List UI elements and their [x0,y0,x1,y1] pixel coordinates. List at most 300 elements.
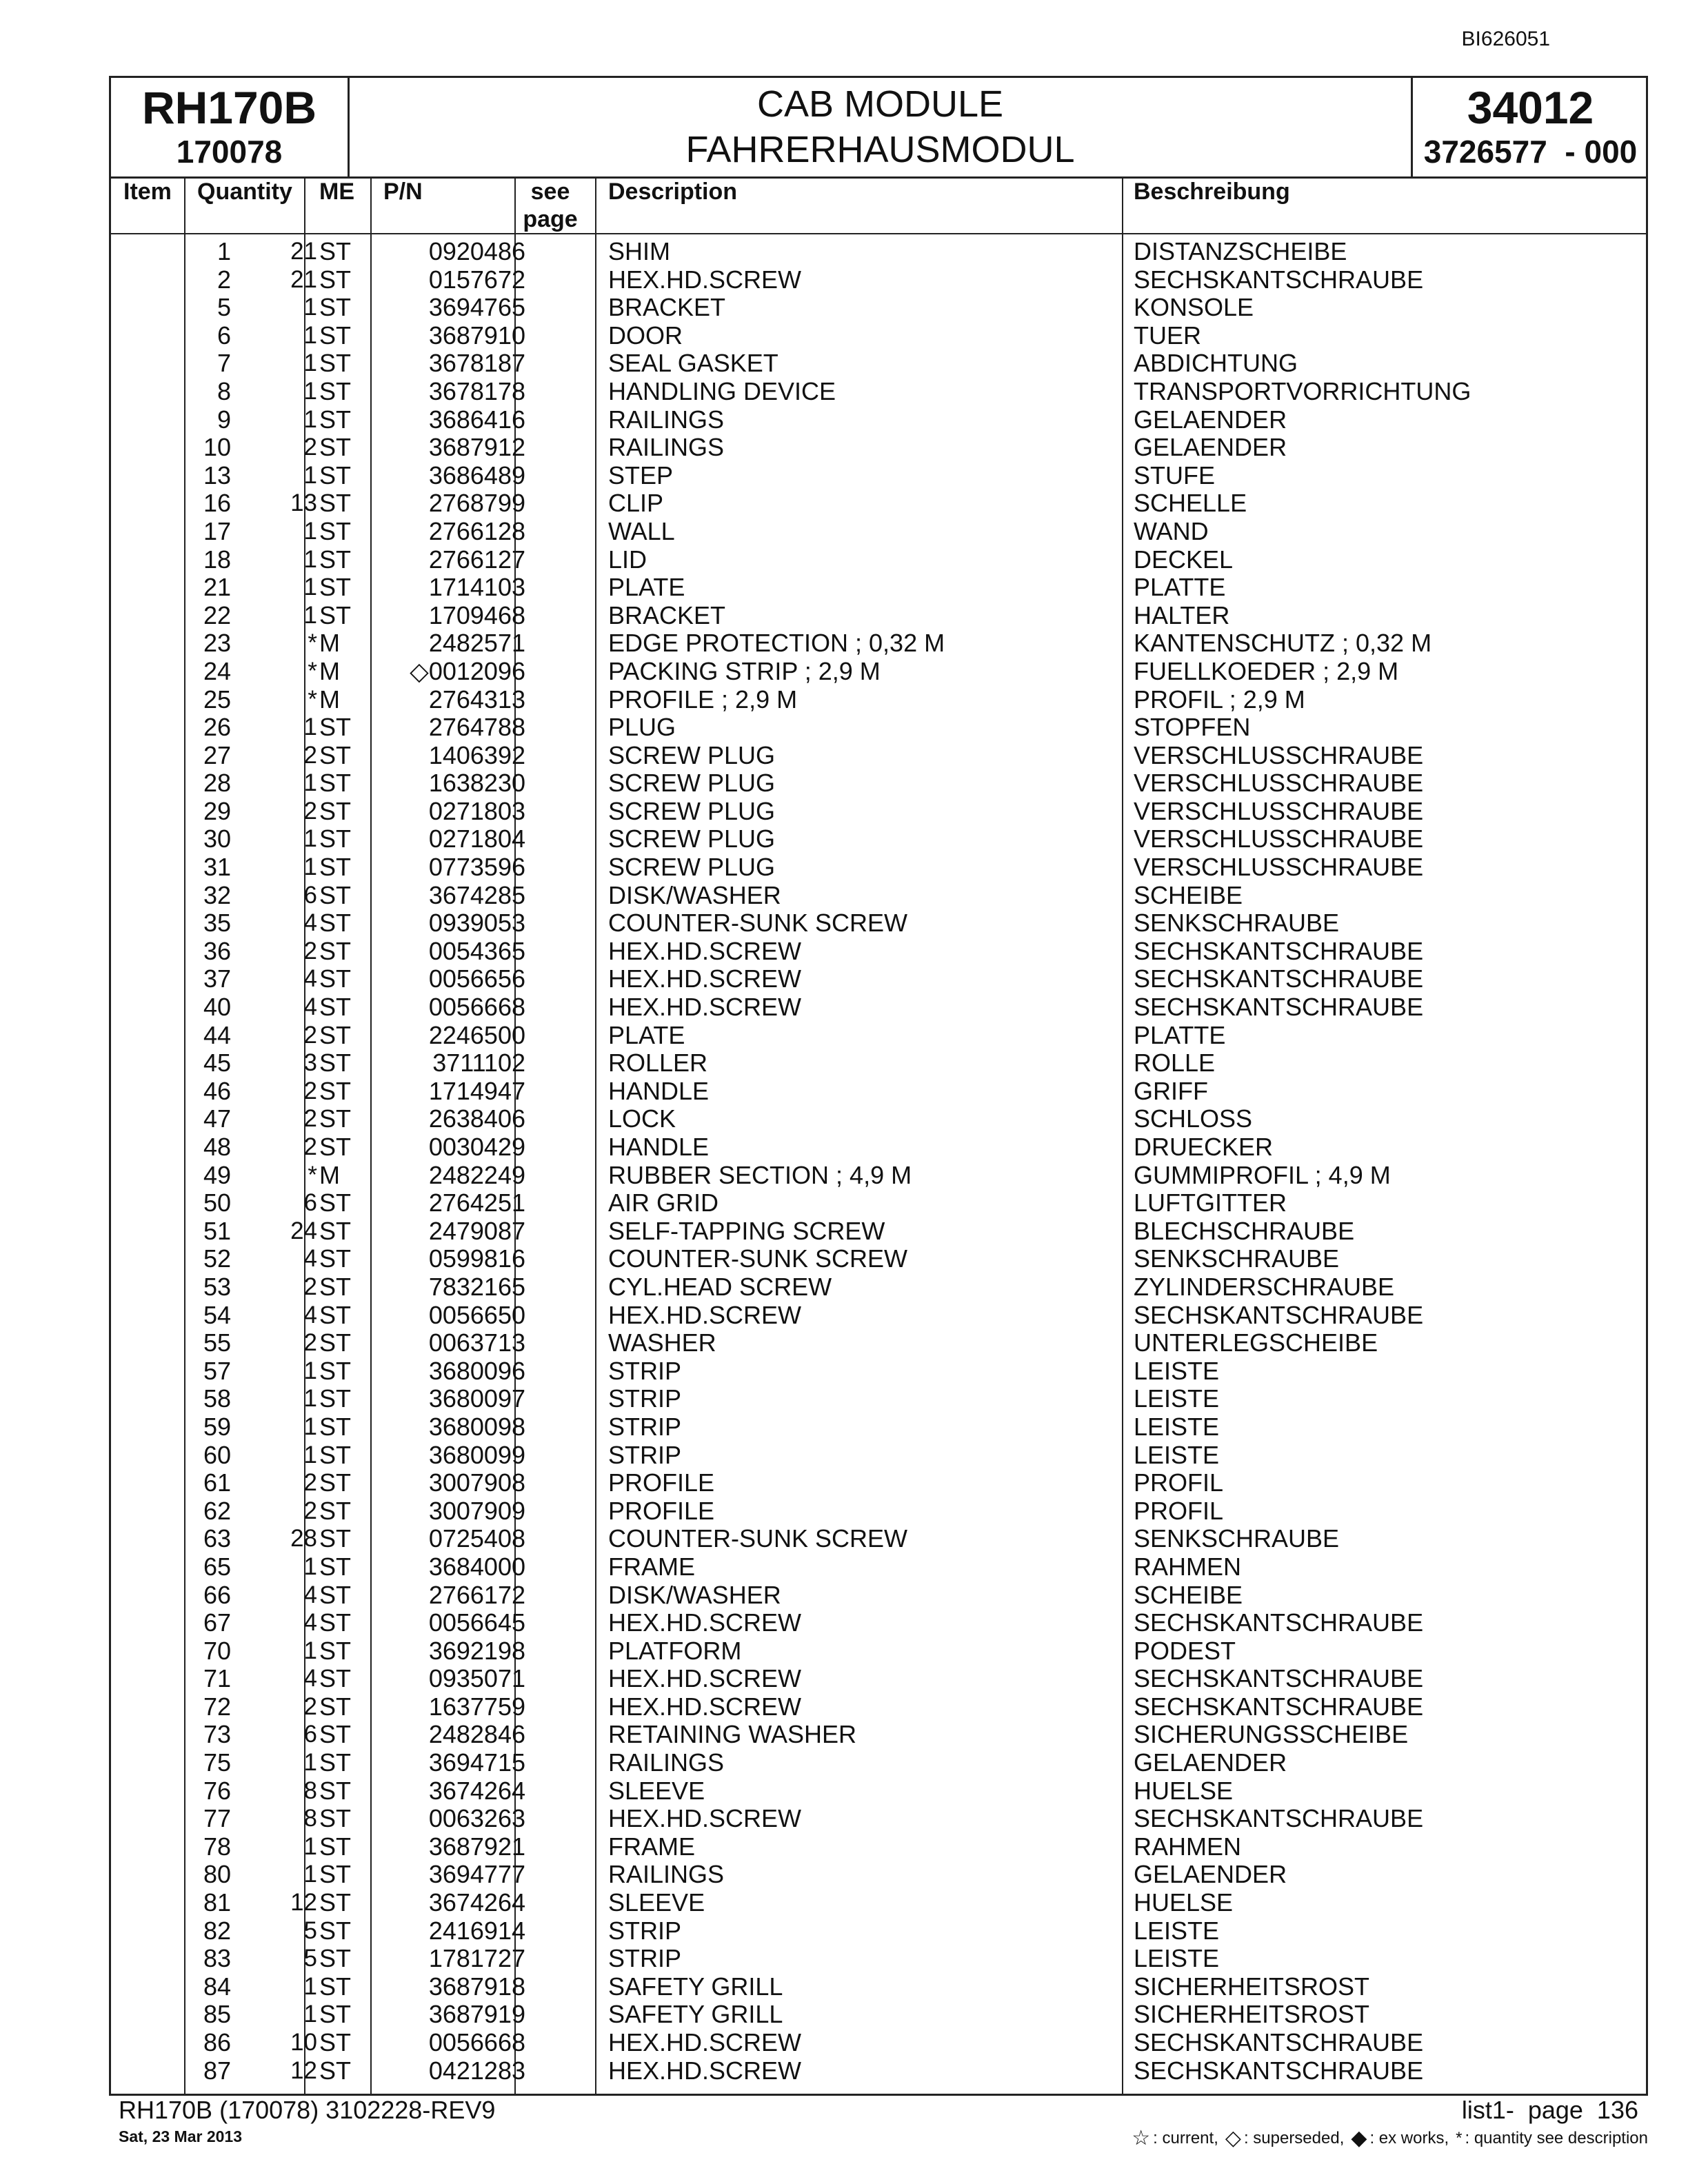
cell-part-number: 3692198 [428,1636,525,1665]
cell-part-number: 3678187 [428,349,525,378]
col-quantity: Quantity [197,179,292,205]
cell-item: 44 [203,1020,231,1049]
parts-list-frame [109,76,1648,2096]
cell-beschreibung: HUELSE [1134,1776,1234,1805]
cell-quantity: 2 [303,797,317,825]
table-row [111,1245,1646,1273]
cell-item: 23 [203,629,231,658]
cell-description: EDGE PROTECTION ; 0,32 M [608,629,945,658]
cell-quantity: 24 [290,1217,317,1244]
footer-date: Sat, 23 Mar 2013 [119,2127,243,2145]
cell-quantity: 6 [303,881,317,909]
cell-me: ST [319,1049,352,1078]
cell-me: M [319,1160,340,1189]
cell-description: WASHER [608,1328,716,1357]
cell-quantity: 28 [290,1525,317,1553]
cell-description: STRIP [608,1356,682,1385]
cell-item: 31 [203,853,231,882]
cell-description: PROFILE [608,1468,715,1497]
cell-me: ST [319,769,352,798]
cell-part-number: 2768799 [428,489,525,518]
cell-beschreibung: KONSOLE [1134,293,1254,322]
cell-item: 61 [203,1468,231,1497]
table-row [111,546,1646,574]
cell-description: HEX.HD.SCREW [608,1804,802,1833]
cell-part-number: 7832165 [428,1272,525,1301]
cell-description: FRAME [608,1832,695,1861]
cell-quantity: 2 [303,1133,317,1160]
cell-beschreibung: SENKSCHRAUBE [1134,1524,1340,1553]
cell-quantity: 5 [303,1917,317,1944]
cell-quantity: 1 [303,574,317,601]
title-block [350,78,1413,176]
table-row [111,629,1646,658]
cell-part-number: 0271804 [428,825,525,853]
cell-part-number: 2416914 [428,1916,525,1945]
legend-quantity-label: : quantity see description [1465,2128,1648,2147]
group-part-number: 3726577 - 000 [1423,134,1638,170]
cell-quantity: 1 [303,1637,317,1664]
cell-me: ST [319,1748,352,1777]
table-row [111,742,1646,770]
legend-current-label: : current, [1153,2128,1218,2147]
cell-item: 32 [203,880,231,909]
cell-quantity: 1 [303,1972,317,2000]
cell-beschreibung: GRIFF [1134,1076,1208,1105]
cell-me: ST [319,1104,352,1133]
cell-item: 63 [203,1524,231,1553]
legend-ex-works-label: : ex works, [1369,2128,1449,2147]
cell-description: CYL.HEAD SCREW [608,1272,832,1301]
cell-me: ST [319,1272,352,1301]
cell-quantity: 2 [303,1692,317,1720]
col-see-page: see page [523,179,578,232]
table-row [111,686,1646,714]
cell-me: ST [319,573,352,602]
cell-me: ST [319,1244,352,1273]
cell-me: ST [319,1133,352,1161]
legend-current [1132,2126,1218,2150]
cell-me: ST [319,1300,352,1329]
table-row [111,1889,1646,1917]
table-row [111,1945,1646,1973]
asterisk-icon: * [1456,2128,1463,2147]
cell-me: ST [319,405,352,434]
cell-beschreibung: GELAENDER [1134,405,1287,434]
col-pn: P/N [383,179,423,205]
cell-description: COUNTER-SUNK SCREW [608,1524,908,1553]
table-row [111,1973,1646,2001]
cell-beschreibung: SICHERHEITSROST [1134,1972,1370,2001]
cell-item: 73 [203,1720,231,1749]
cell-part-number: 0271803 [428,796,525,825]
cell-description: PROFILE ; 2,9 M [608,685,798,714]
cell-part-number: 0056650 [428,1300,525,1329]
cell-quantity: 12 [290,1889,317,1917]
cell-me: ST [319,600,352,629]
table-row [111,1273,1646,1302]
cell-part-number: 0056645 [428,1608,525,1637]
cell-part-number: 1714947 [428,1076,525,1105]
cell-item: 52 [203,1244,231,1273]
cell-me: ST [319,1440,352,1469]
cell-part-number: 0056668 [428,2028,525,2056]
cell-description: HEX.HD.SCREW [608,1692,802,1721]
cell-part-number: 0056656 [428,964,525,993]
table-row [111,1693,1646,1721]
table-row [111,489,1646,518]
cell-me: ST [319,936,352,965]
cell-part-number: 0056668 [428,993,525,1022]
cell-quantity: 1 [303,321,317,349]
cell-quantity: 1 [303,405,317,433]
cell-beschreibung: SICHERUNGSSCHEIBE [1134,1720,1409,1749]
cell-quantity: 4 [303,993,317,1021]
table-row [111,462,1646,490]
cell-description: SCREW PLUG [608,740,776,769]
cell-item: 7 [217,349,231,378]
cell-item: 28 [203,769,231,798]
cell-me: ST [319,2000,352,2029]
legend-quantity [1456,2129,1648,2148]
cell-part-number: 0599816 [428,1244,525,1273]
cell-part-number: 3680096 [428,1356,525,1385]
cell-beschreibung: GUMMIPROFIL ; 4,9 M [1134,1160,1391,1189]
cell-description: STRIP [608,1916,682,1945]
cell-part-number: 1406392 [428,740,525,769]
cell-quantity: 1 [303,825,317,853]
cell-item: 75 [203,1748,231,1777]
table-row [111,1637,1646,1666]
cell-item: 26 [203,713,231,742]
cell-description: WALL [608,516,675,545]
table-row [111,1162,1646,1190]
cell-item: 27 [203,740,231,769]
cell-part-number: 2479087 [428,1216,525,1245]
cell-beschreibung: SECHSKANTSCHRAUBE [1134,1300,1424,1329]
table-row [111,350,1646,378]
cell-item: 25 [203,685,231,714]
table-row [111,1665,1646,1693]
cell-me: ST [319,1776,352,1805]
cell-item: 30 [203,825,231,853]
cell-description: RAILINGS [608,405,725,434]
cell-item: 50 [203,1189,231,1217]
cell-description: HANDLING DEVICE [608,376,836,405]
cell-item: 59 [203,1412,231,1441]
cell-description: RAILINGS [608,1860,725,1889]
table-row [111,965,1646,993]
cell-me: ST [319,825,352,853]
cell-description: CLIP [608,489,664,518]
cell-beschreibung: SECHSKANTSCHRAUBE [1134,993,1424,1022]
cell-part-number: 1781727 [428,1944,525,1973]
cell-part-number: 2764251 [428,1189,525,1217]
cell-part-number: 3680098 [428,1412,525,1441]
cell-quantity: 4 [303,1609,317,1637]
table-row [111,993,1646,1022]
cell-item: 49 [203,1160,231,1189]
cell-part-number: 3007909 [428,1496,525,1525]
cell-beschreibung: RAHMEN [1134,1552,1242,1581]
cell-description: HEX.HD.SCREW [608,1664,802,1693]
cell-quantity: 2 [303,1021,317,1049]
cell-description: DOOR [608,321,683,350]
cell-quantity: 21 [290,238,317,265]
cell-item: 66 [203,1580,231,1609]
group-number: 34012 [1467,82,1594,133]
cell-quantity: 1 [303,1441,317,1468]
cell-me: ST [319,853,352,882]
table-row [111,1329,1646,1357]
cell-quantity: 2 [303,1077,317,1104]
cell-quantity: * [308,657,317,685]
cell-description: PROFILE [608,1496,715,1525]
table-row [111,1553,1646,1581]
cell-beschreibung: SECHSKANTSCHRAUBE [1134,1692,1424,1721]
cell-item: 22 [203,600,231,629]
cell-item: 71 [203,1664,231,1693]
cell-part-number: 3694765 [428,293,525,322]
cell-part-number: 2766172 [428,1580,525,1609]
cell-description: ROLLER [608,1049,708,1078]
cell-me: ST [319,1216,352,1245]
cell-part-number: 1638230 [428,769,525,798]
table-row [111,1049,1646,1078]
serial-number: 170078 [176,134,283,170]
cell-quantity: 2 [303,1469,317,1497]
table-row [111,1497,1646,1526]
cell-me: ST [319,1888,352,1917]
cell-quantity: 1 [303,769,317,797]
table-row [111,1385,1646,1413]
cell-quantity: 1 [303,1553,317,1580]
cell-part-number: ◇0012096 [410,656,525,685]
table-row [111,406,1646,434]
cell-me: ST [319,1468,352,1497]
footer-page-number: list1- page 136 [1461,2096,1638,2124]
cell-quantity: 2 [303,1329,317,1357]
cell-me: ST [319,516,352,545]
cell-beschreibung: SECHSKANTSCHRAUBE [1134,2028,1424,2056]
table-row [111,1777,1646,1806]
col-me: ME [319,179,354,205]
footer-document-ref: RH170B (170078) 3102228-REV9 [119,2096,496,2124]
cell-quantity: 2 [303,937,317,964]
cell-beschreibung: GELAENDER [1134,1860,1287,1889]
table-row [111,1581,1646,1610]
cell-quantity: * [308,629,317,657]
cell-beschreibung: STUFE [1134,461,1216,489]
cell-quantity: 5 [303,1945,317,1972]
cell-part-number: 3694715 [428,1748,525,1777]
table-row [111,378,1646,406]
cell-beschreibung: LEISTE [1134,1916,1220,1945]
cell-beschreibung: SECHSKANTSCHRAUBE [1134,1664,1424,1693]
table-row [111,2057,1646,2085]
cell-me: ST [319,376,352,405]
cell-me: ST [319,293,352,322]
cell-item: 45 [203,1049,231,1078]
cell-beschreibung: GELAENDER [1134,433,1287,462]
cell-quantity: 1 [303,1832,317,1860]
model-block [111,78,350,176]
cell-description: STRIP [608,1944,682,1973]
cell-me: ST [319,1496,352,1525]
cell-description: RUBBER SECTION ; 4,9 M [608,1160,912,1189]
cell-part-number: 3687910 [428,321,525,350]
cell-beschreibung: LEISTE [1134,1356,1220,1385]
cell-me: ST [319,1832,352,1861]
cell-beschreibung: ZYLINDERSCHRAUBE [1134,1272,1395,1301]
cell-beschreibung: PLATTE [1134,1020,1226,1049]
cell-me: ST [319,796,352,825]
cell-item: 36 [203,936,231,965]
cell-description: BRACKET [608,293,726,322]
cell-beschreibung: PROFIL [1134,1468,1224,1497]
table-row [111,1721,1646,1749]
table-row [111,938,1646,966]
cell-beschreibung: SECHSKANTSCHRAUBE [1134,2056,1424,2085]
cell-beschreibung: DISTANZSCHEIBE [1134,237,1347,265]
cell-part-number: 0054365 [428,936,525,965]
diamond-filled-icon: ◆ [1351,2127,1367,2150]
cell-description: HEX.HD.SCREW [608,1608,802,1637]
cell-beschreibung: SECHSKANTSCHRAUBE [1134,1608,1424,1637]
cell-description: HEX.HD.SCREW [608,2056,802,2085]
cell-quantity: 1 [303,1385,317,1413]
cell-description: COUNTER-SUNK SCREW [608,909,908,938]
cell-beschreibung: SCHEIBE [1134,1580,1243,1609]
cell-description: SCREW PLUG [608,796,776,825]
cell-part-number: 1637759 [428,1692,525,1721]
cell-me: ST [319,349,352,378]
cell-beschreibung: LEISTE [1134,1440,1220,1469]
cell-quantity: 10 [290,2029,317,2056]
cell-me: ST [319,1636,352,1665]
table-row [111,1078,1646,1106]
cell-description: SHIM [608,237,670,265]
cell-item: 40 [203,993,231,1022]
cell-description: RAILINGS [608,1748,725,1777]
cell-description: SCREW PLUG [608,853,776,882]
cell-me: ST [319,237,352,265]
cell-description: PLATE [608,573,685,602]
cell-description: FRAME [608,1552,695,1581]
cell-me: ST [319,1692,352,1721]
cell-beschreibung: ROLLE [1134,1049,1216,1078]
cell-quantity: 6 [303,1721,317,1748]
cell-description: HANDLE [608,1076,710,1105]
cell-beschreibung: SECHSKANTSCHRAUBE [1134,936,1424,965]
table-row [111,1442,1646,1470]
cell-item: 62 [203,1496,231,1525]
cell-quantity: 1 [303,1413,317,1440]
cell-beschreibung: BLECHSCHRAUBE [1134,1216,1355,1245]
cell-item: 29 [203,796,231,825]
cell-description: PACKING STRIP ; 2,9 M [608,656,881,685]
cell-part-number: 1714103 [428,573,525,602]
cell-item: 17 [203,516,231,545]
cell-description: HANDLE [608,1133,710,1161]
cell-quantity: 6 [303,1189,317,1217]
cell-description: BRACKET [608,600,726,629]
cell-quantity: 4 [303,909,317,937]
cell-item: 46 [203,1076,231,1105]
cell-part-number: 0725408 [428,1524,525,1553]
table-row [111,2029,1646,2057]
cell-quantity: 1 [303,294,317,321]
cell-me: ST [319,1944,352,1973]
cell-me: M [319,685,340,714]
cell-quantity: 1 [303,1357,317,1384]
cell-beschreibung: SENKSCHRAUBE [1134,909,1340,938]
cell-item: 82 [203,1916,231,1945]
table-row [111,1217,1646,1246]
cell-beschreibung: SECHSKANTSCHRAUBE [1134,265,1424,294]
table-row [111,322,1646,350]
cell-me: ST [319,1580,352,1609]
cell-me: ST [319,1916,352,1945]
cell-item: 2 [217,265,231,294]
cell-me: ST [319,489,352,518]
cell-item: 24 [203,656,231,685]
title-english: CAB MODULE [756,83,1004,125]
table-row [111,1805,1646,1833]
cell-me: ST [319,993,352,1022]
cell-beschreibung: UNTERLEGSCHEIBE [1134,1328,1378,1357]
cell-description: RETAINING WASHER [608,1720,857,1749]
cell-part-number: 3687918 [428,1972,525,2001]
cell-part-number: 0920486 [428,237,525,265]
cell-description: RAILINGS [608,433,725,462]
group-block [1413,78,1648,176]
cell-part-number: 2246500 [428,1020,525,1049]
cell-beschreibung: ABDICHTUNG [1134,349,1298,378]
cell-beschreibung: LEISTE [1134,1944,1220,1973]
table-row [111,518,1646,546]
cell-part-number: 0030429 [428,1133,525,1161]
table-row [111,238,1646,266]
cell-part-number: 3686416 [428,405,525,434]
cell-item: 70 [203,1636,231,1665]
cell-me: ST [319,740,352,769]
cell-me: ST [319,1608,352,1637]
table-row [111,1525,1646,1553]
legend-superseded-label: : superseded, [1243,2128,1345,2147]
cell-quantity: 1 [303,545,317,573]
cell-description: PLATE [608,1020,685,1049]
cell-quantity: 1 [303,350,317,377]
cell-item: 51 [203,1216,231,1245]
cell-part-number: 3686489 [428,461,525,489]
cell-part-number: 3684000 [428,1552,525,1581]
cell-quantity: * [308,1161,317,1189]
cell-description: PLATFORM [608,1636,742,1665]
cell-description: HEX.HD.SCREW [608,964,802,993]
column-headers [111,176,1646,234]
cell-item: 72 [203,1692,231,1721]
cell-quantity: 2 [303,434,317,461]
cell-description: HEX.HD.SCREW [608,993,802,1022]
cell-me: ST [319,1076,352,1105]
cell-quantity: 8 [303,1805,317,1832]
cell-description: HEX.HD.SCREW [608,936,802,965]
cell-part-number: 3674285 [428,880,525,909]
cell-me: ST [319,1020,352,1049]
cell-beschreibung: VERSCHLUSSCHRAUBE [1134,853,1424,882]
table-row [111,1105,1646,1133]
